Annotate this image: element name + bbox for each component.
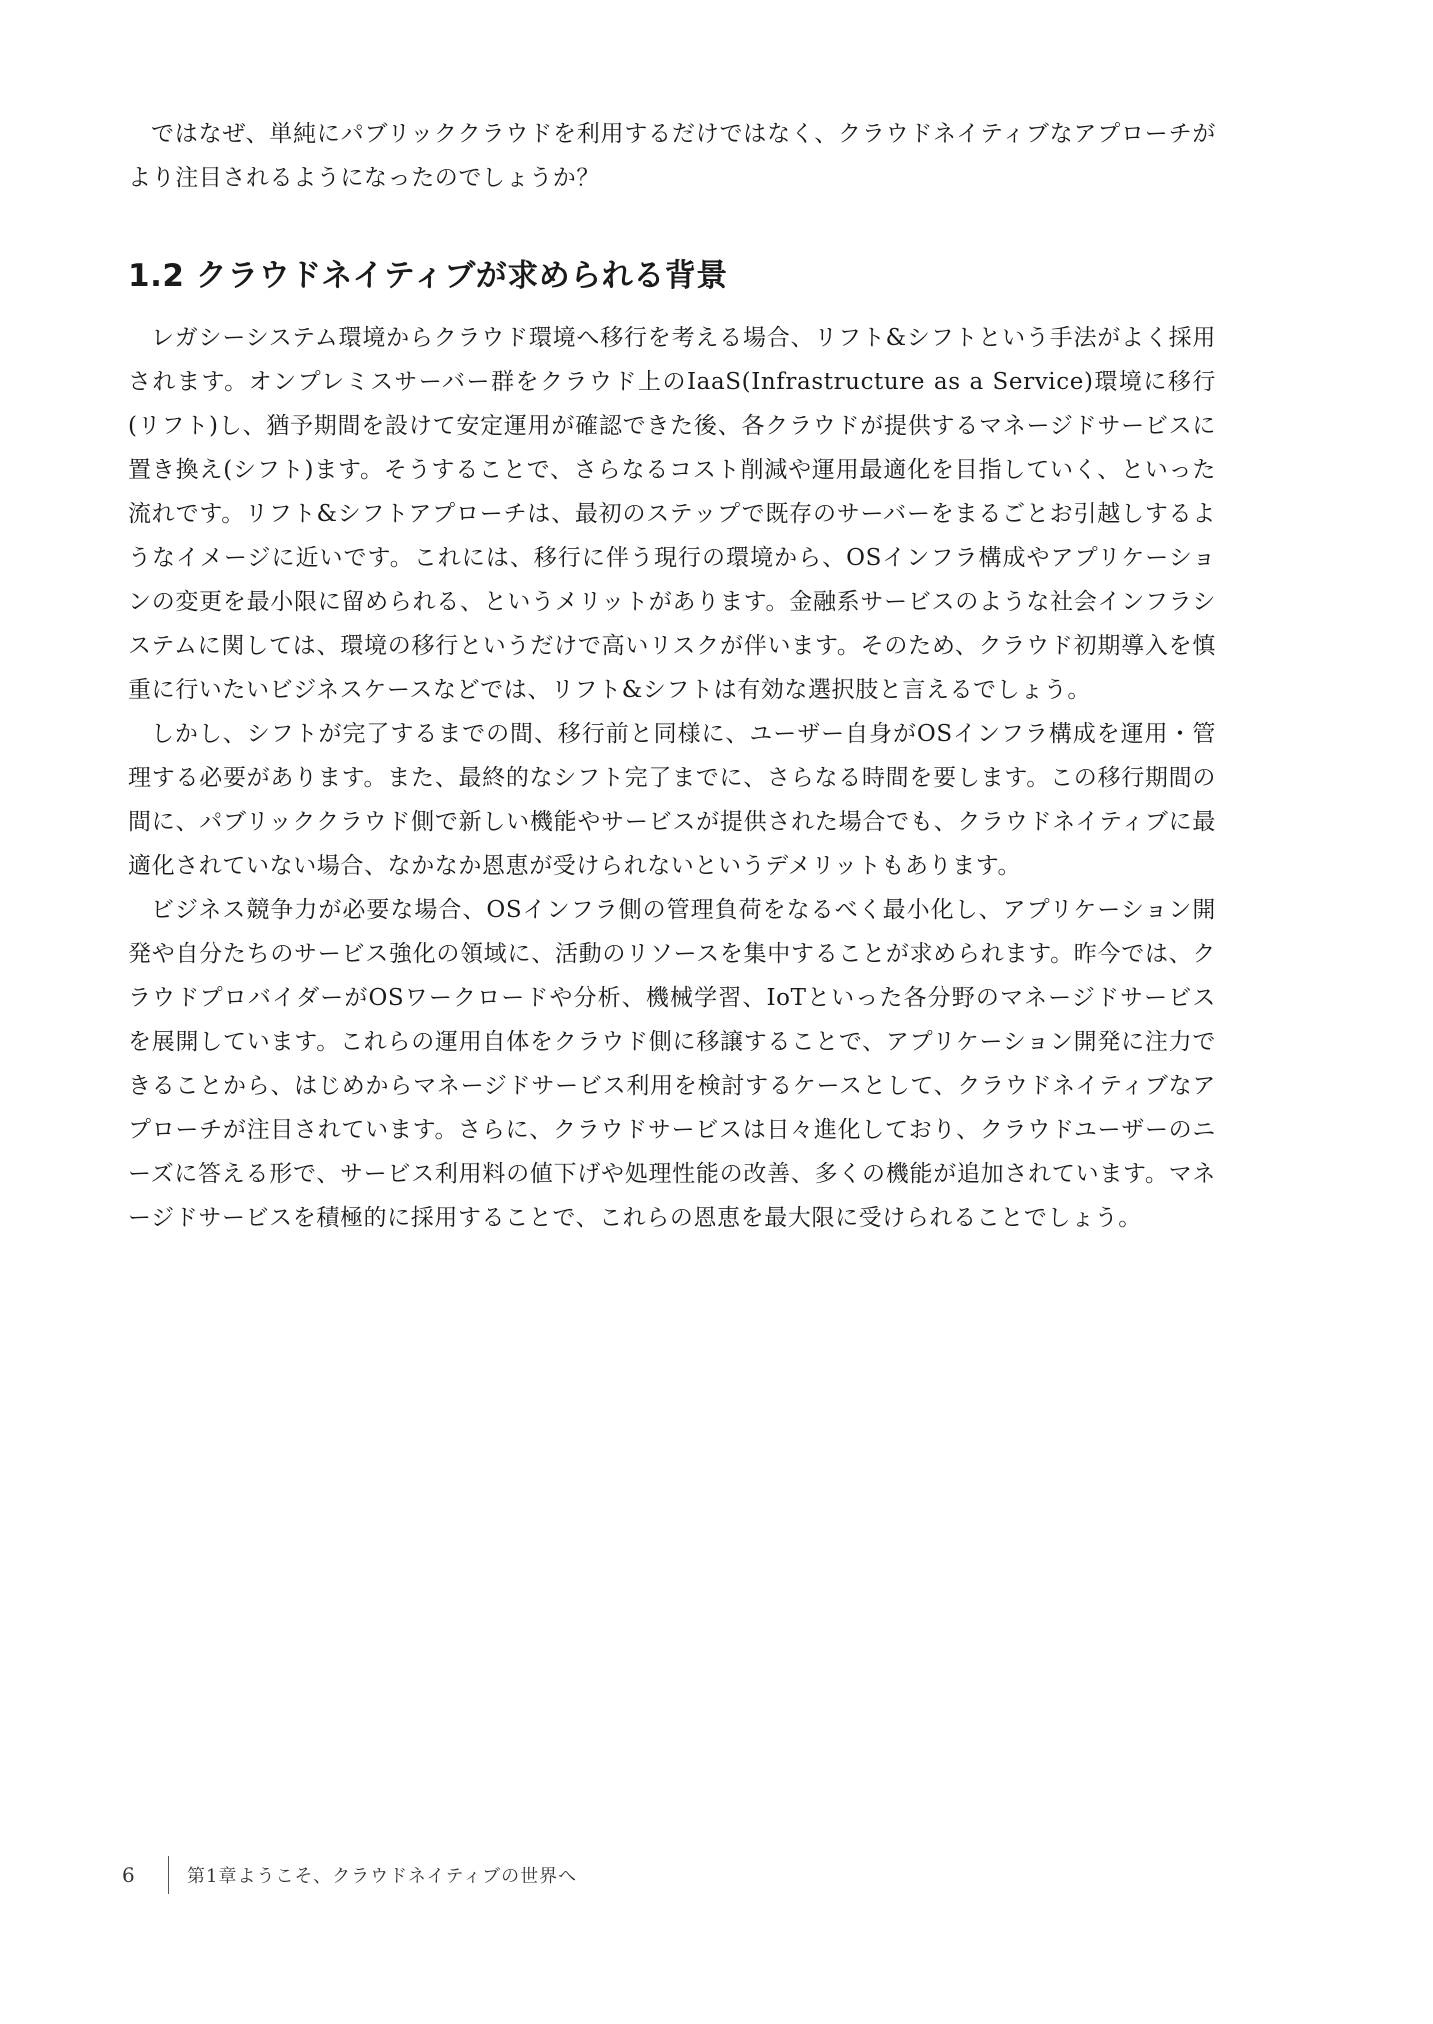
body-paragraph-1: レガシーシステム環境からクラウド環境へ移行を考える場合、リフト&シフトという手法がよく採用されます。オンプレミスサーバー群をクラウド上のIaaS(Infrastructure as a Service)環境に移行(リフト)し、猶予期間を設けて安定運用が確認できた後、各クラウドが提供するマネージドサービスに置き換え(シフト)ます。そうすることで、さらなるコスト削減や運用最適化を目指していく、といった流れです。リフト&シフトアプローチは、最初のステップで既存のサーバーをまるごとお引越しするようなイメージに近いです。これには、移行に伴う現行の環境から、OSインフラ構成やアプリケーションの変更を最小限に留められる、というメリットがあります。金融系サービスのような社会インフラシステムに関しては、環境の移行というだけで高いリスクが伴います。そのため、クラウド初期導入を慎重に行いたいビジネスケースなどでは、リフト&シフトは有効な選択肢と言えるでしょう。 <box>128 325 1216 703</box>
page-footer <box>122 1856 577 1894</box>
section-heading: 1.2 クラウドネイティブが求められる背景 <box>128 258 728 294</box>
footer-divider <box>168 1856 169 1894</box>
body-paragraph-3: ビジネス競争力が必要な場合、OSインフラ側の管理負荷をなるべく最小化し、アプリケーション開発や自分たちのサービス強化の領域に、活動のリソースを集中することが求められます。昨今では、クラウドプロバイダーがOSワークロードや分析、機械学習、IoTといった各分野のマネージドサービスを展開しています。これらの運用自体をクラウド側に移譲することで、アプリケーション開発に注力できることから、はじめからマネージドサービス利用を検討するケースとして、クラウドネイティブなアプローチが注目されています。さらに、クラウドサービスは日々進化しており、クラウドユーザーのニーズに答える形で、サービス利用料の値下げや処理性能の改善、多くの機能が追加されています。マネージドサービスを積極的に採用することで、これらの恩恵を最大限に受けられることでしょう。 <box>128 897 1216 1231</box>
page-number: 6 <box>122 1863 135 1887</box>
chapter-title: 第1章ようこそ、クラウドネイティブの世界へ <box>187 1866 578 1887</box>
page-content <box>128 112 1216 1240</box>
intro-paragraph: ではなぜ、単純にパブリッククラウドを利用するだけではなく、クラウドネイティブなアプローチがより注目されるようになったのでしょうか？ <box>128 121 1216 191</box>
body-paragraph-2: しかし、シフトが完了するまでの間、移行前と同様に、ユーザー自身がOSインフラ構成を運用・管理する必要があります。また、最終的なシフト完了までに、さらなる時間を要します。この移行期間の間に、パブリッククラウド側で新しい機能やサービスが提供された場合でも、クラウドネイティブに最適化されていない場合、なかなか恩恵が受けられないというデメリットもあります。 <box>128 721 1216 879</box>
